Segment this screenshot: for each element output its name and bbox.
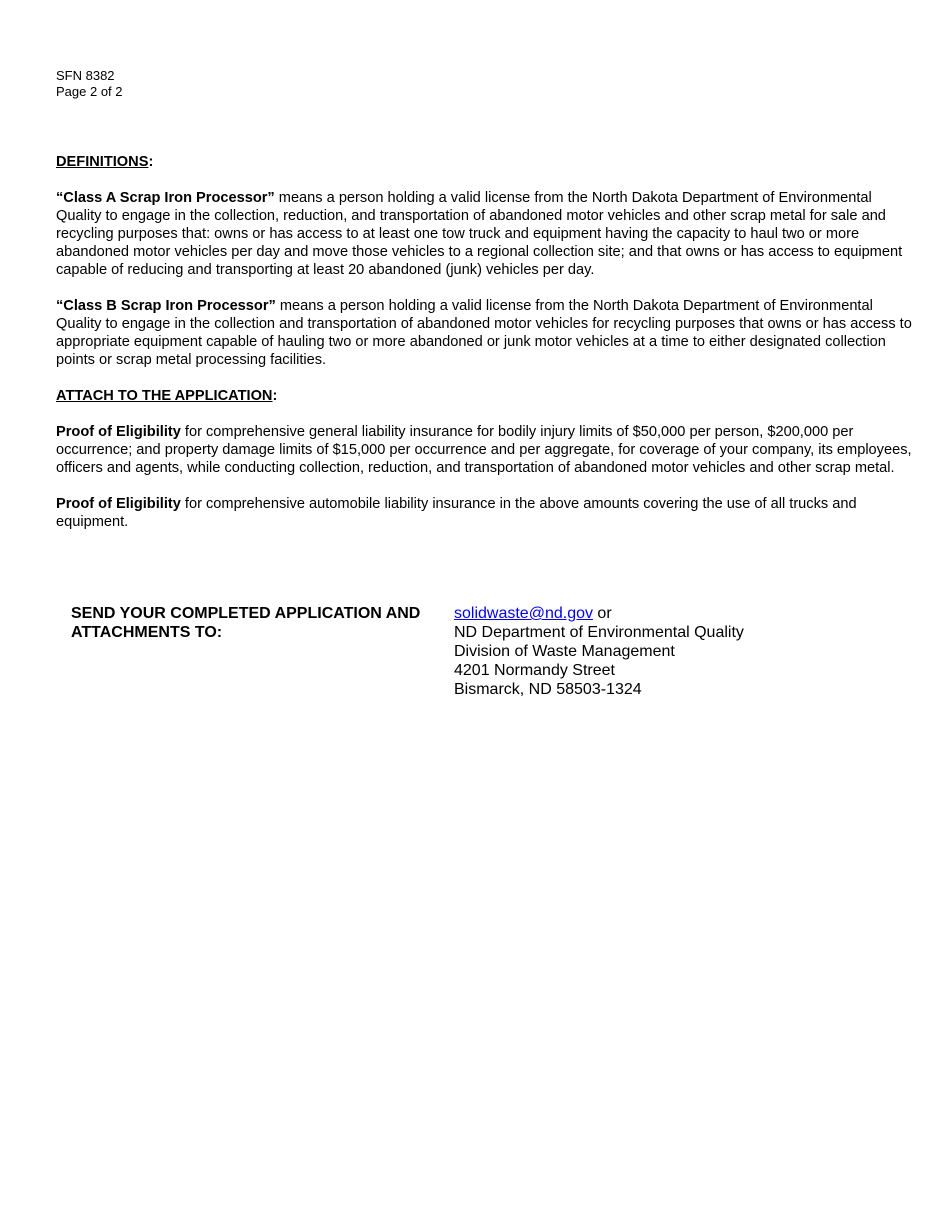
- send-to-label-line-2: ATTACHMENTS TO:: [71, 624, 223, 641]
- address-division: Division of Waste Management: [454, 643, 675, 660]
- email-line: [454, 604, 874, 623]
- class-b-text: means a person holding a valid license from the North Dakota Department of Environmental Quality to engage in the collection and transportation of abandoned motor vehicles for recycling purposes that owns or has access to appropriate equipment capable of hauling two or more abandoned or junk motor vehicles at a time to either designated collection points or scrap metal processing facilities.: [56, 298, 912, 368]
- proof-2-text: for comprehensive automobile liability insurance in the above amounts covering the use of all trucks and equipment.: [56, 496, 857, 530]
- email-link[interactable]: solidwaste@nd.gov: [454, 605, 593, 622]
- definitions-heading-colon: :: [148, 154, 154, 170]
- address-org: ND Department of Environmental Quality: [454, 624, 744, 641]
- email-or: or: [592, 605, 612, 622]
- page-number: Page 2 of 2: [56, 84, 123, 99]
- class-a-definition: [56, 189, 920, 279]
- class-b-term: “Class B Scrap Iron Processor”: [56, 298, 276, 314]
- proof-auto-liability: [56, 495, 920, 531]
- class-b-definition: [56, 297, 920, 369]
- attach-heading-colon: :: [272, 388, 278, 404]
- class-a-term: “Class A Scrap Iron Processor”: [56, 190, 275, 206]
- send-to-label-line-1: SEND YOUR COMPLETED APPLICATION AND: [71, 605, 421, 622]
- class-a-text: means a person holding a valid license from the North Dakota Department of Environmental Quality to engage in the collection, reduction, and transportation of abandoned motor vehicles and other scrap metal for sale and recycling purposes that: owns or has access to at least one tow truck and equipment having the capacity to haul two or more abandoned motor vehicles per day and move those vehicles to a regional collection site; and that owns or has access to equipment capable of reducing and transporting at least 20 abandoned (junk) vehicles per day.: [56, 190, 903, 278]
- attach-heading-text: ATTACH TO THE APPLICATION: [56, 388, 273, 404]
- proof-1-text: for comprehensive general liability insurance for bodily injury limits of $50,000 per person, $200,000 per occurrence; and property damage limits of $15,000 per occurrence and per aggregate, for coverage of your company, its employees, officers and agents, while conducting collection, reduction, and transportation of abandoned motor vehicles and other scrap metal.: [56, 424, 912, 476]
- definitions-heading-text: DEFINITIONS: [56, 154, 149, 170]
- mailing-address: [454, 604, 874, 699]
- attach-heading: [56, 387, 920, 405]
- document-body: [56, 153, 920, 549]
- address-street: 4201 Normandy Street: [454, 662, 615, 679]
- address-city: Bismarck, ND 58503-1324: [454, 681, 642, 698]
- form-number: SFN 8382: [56, 68, 115, 83]
- send-to-label: [71, 604, 451, 642]
- proof-general-liability: [56, 423, 920, 477]
- proof-1-term: Proof of Eligibility: [56, 424, 181, 440]
- form-header: [56, 68, 123, 100]
- definitions-heading: [56, 153, 920, 171]
- proof-2-term: Proof of Eligibility: [56, 496, 181, 512]
